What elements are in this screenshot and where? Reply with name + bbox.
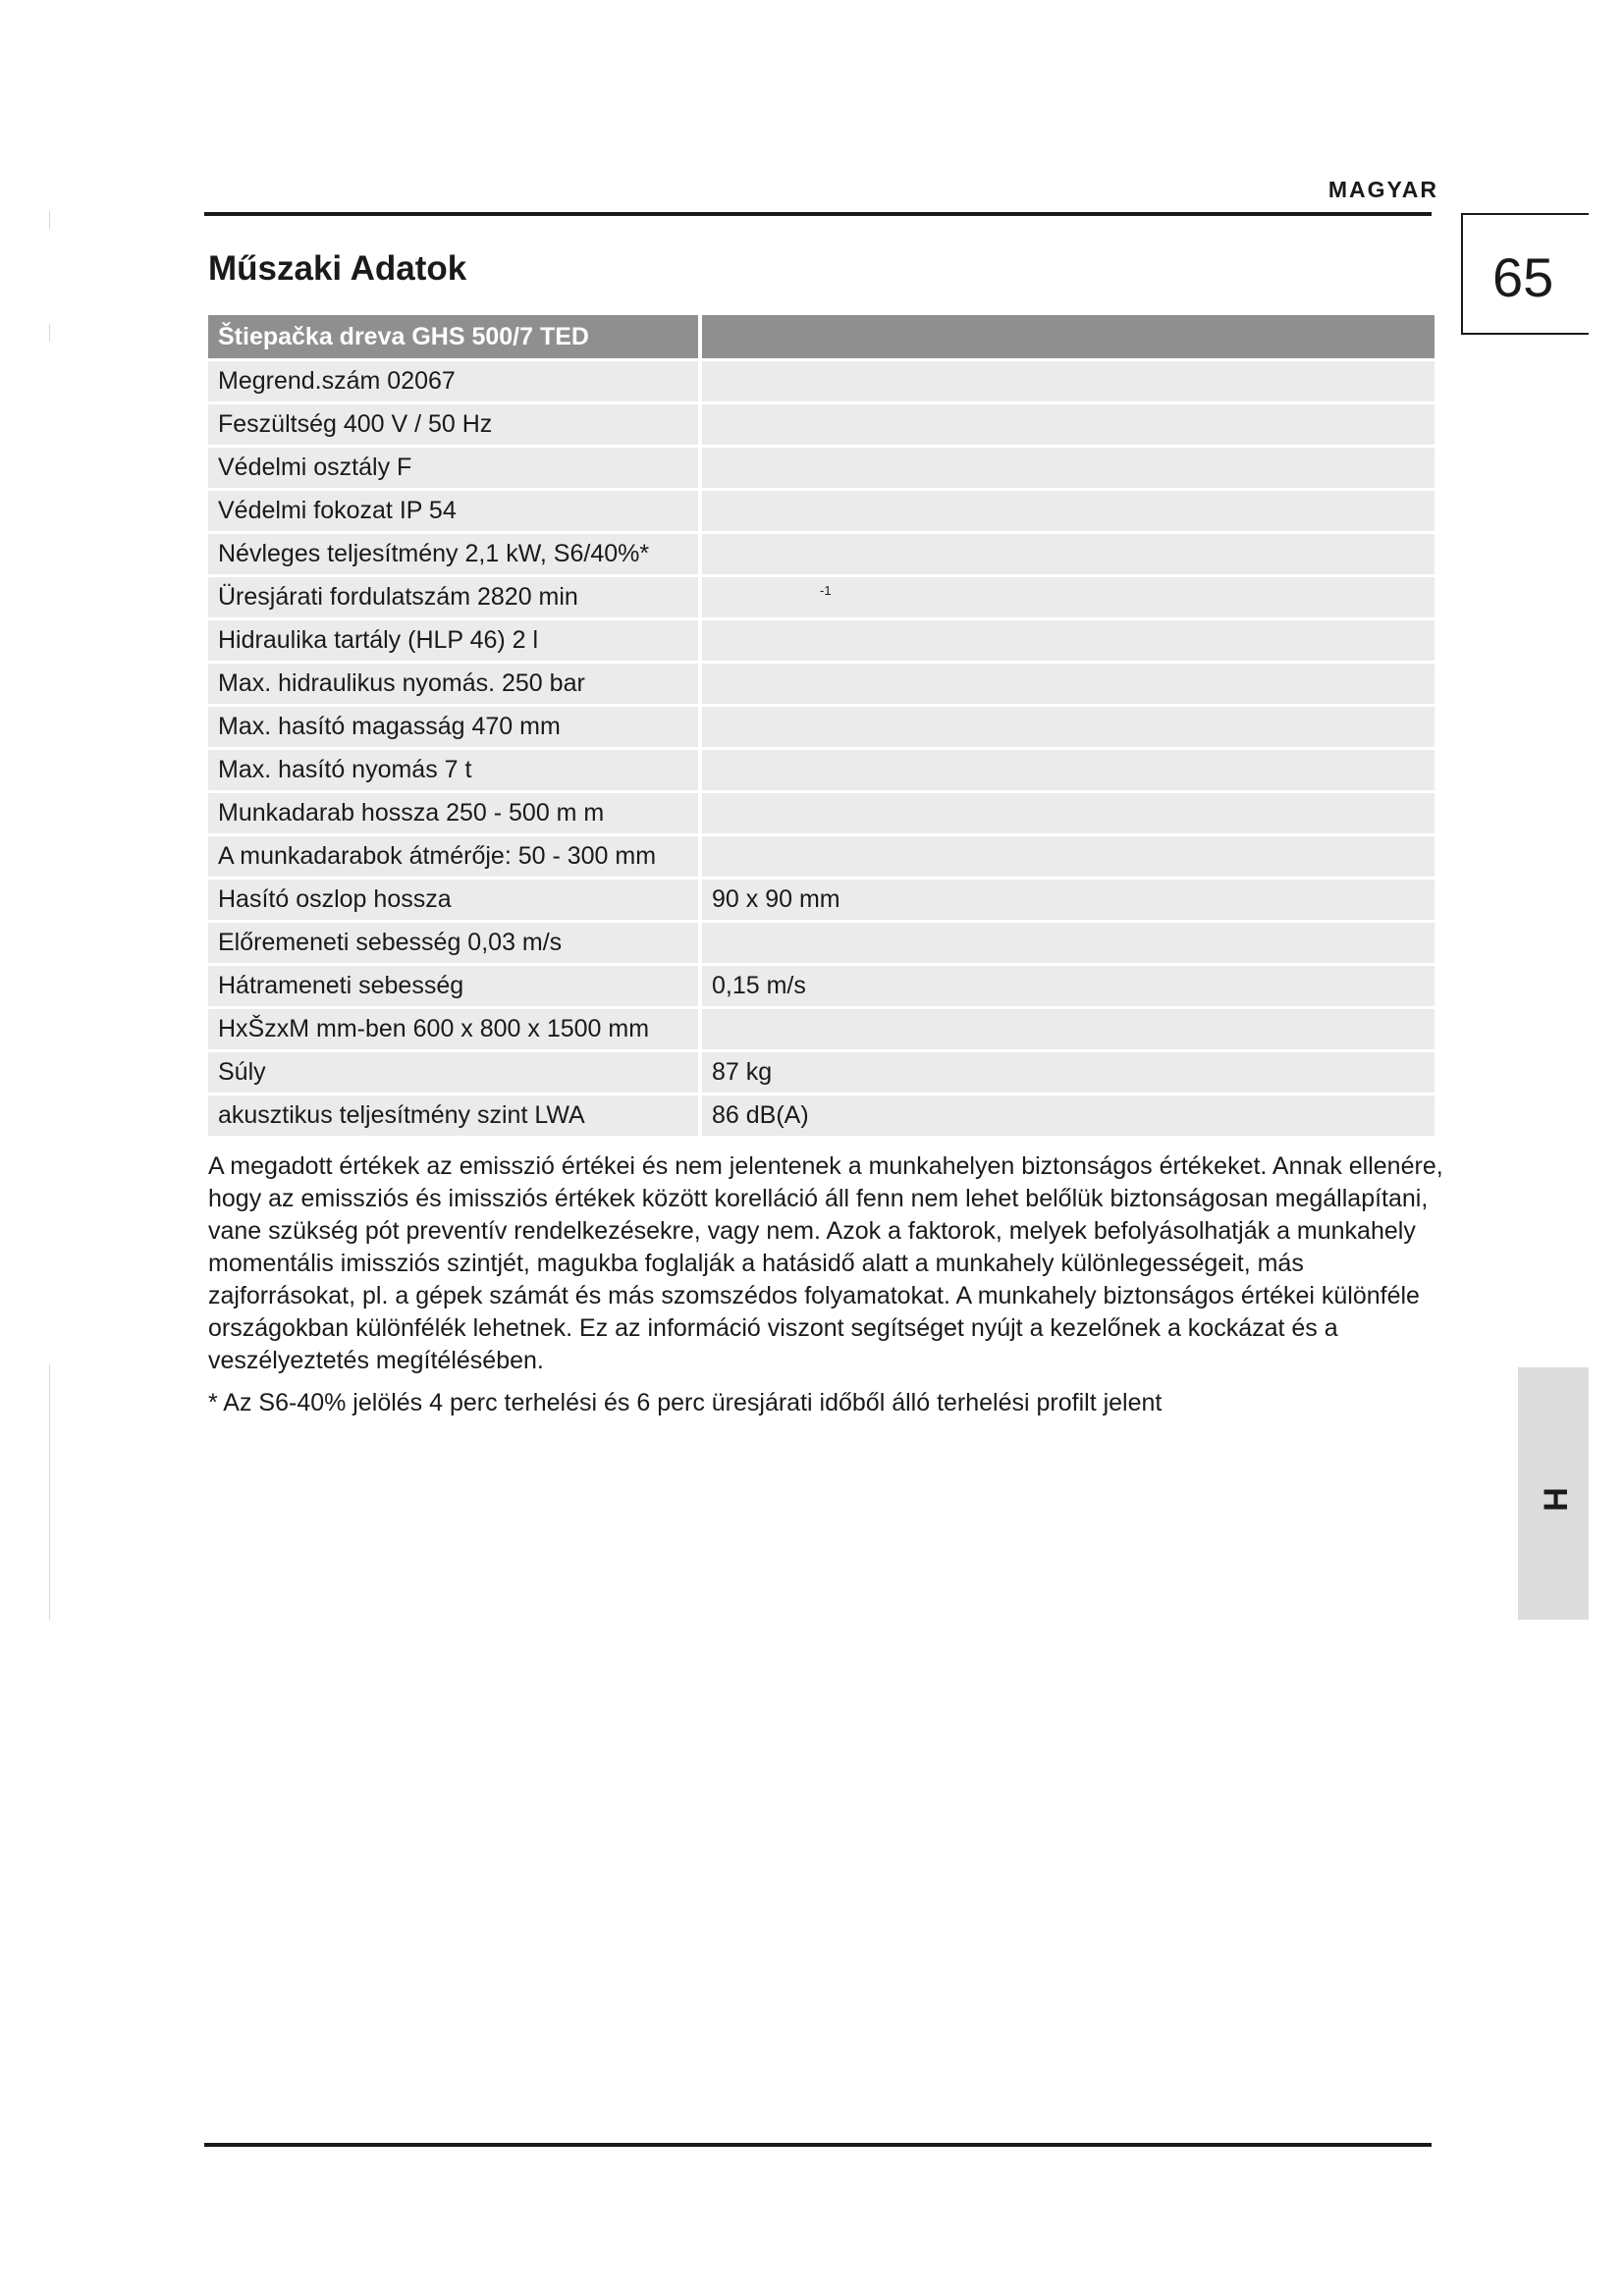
page-number: 65 [1492, 246, 1554, 308]
table-row [208, 793, 1435, 833]
spec-name-cell: A munkadarabok átmérője: 50 - 300 mm [208, 836, 702, 877]
spec-value-cell: 0,15 m/s [702, 966, 1435, 1006]
table-row [208, 836, 1435, 877]
spec-value-cell: 90 x 90 mm [702, 880, 1435, 920]
table-row [208, 620, 1435, 661]
spec-header-name: Štiepačka dreva GHS 500/7 TED [208, 315, 702, 358]
spec-table [208, 312, 1435, 1139]
table-row [208, 707, 1435, 747]
table-row [208, 577, 1435, 617]
spec-value-cell [702, 793, 1435, 833]
spec-name-cell: Névleges teljesítmény 2,1 kW, S6/40%* [208, 534, 702, 574]
bottom-rule [204, 2143, 1432, 2147]
table-row [208, 1052, 1435, 1093]
table-row [208, 491, 1435, 531]
spec-value-cell [702, 577, 1435, 617]
spec-value-cell [702, 448, 1435, 488]
spec-value-cell [702, 923, 1435, 963]
spec-name-cell: Max. hasító nyomás 7 t [208, 750, 702, 790]
spec-value-cell [702, 1009, 1435, 1049]
side-tab-letter: H [1536, 1487, 1574, 1512]
spec-value-cell: 87 kg [702, 1052, 1435, 1093]
page-title: Műszaki Adatok [208, 249, 467, 288]
footnote: * Az S6-40% jelölés 4 perc terhelési és 6 perc üresjárati időből álló terhelési profilt jelent [208, 1389, 1163, 1416]
spec-name-cell: Megrend.szám 02067 [208, 361, 702, 401]
spec-name-cell: Védelmi fokozat IP 54 [208, 491, 702, 531]
spec-value-cell [702, 534, 1435, 574]
spec-name-cell: Hasító oszlop hossza [208, 880, 702, 920]
spec-value-cell [702, 491, 1435, 531]
table-row [208, 664, 1435, 704]
margin-mark [49, 211, 50, 229]
spec-name-cell: Védelmi osztály F [208, 448, 702, 488]
table-row [208, 448, 1435, 488]
emission-note: A megadott értékek az emisszió értékei és nem jelentenek a munkahelyen biztonságos értékeket. Annak ellenére, hogy az emissziós és imissziós értékek között korelláció áll fenn nem lehet belőlük biztonságosan megállapítani, vane szükség pót preventív rendelkezésekre, vagy nem. Azok a faktorok, melyek befolyásolhatják a munkahely momentális imissziós szintjét, magukba foglalják a hatásidő alatt a munkahely különlegességeit, más zajforrásokat, pl. a gépek számát és más szomszédos folyamatokat. A munkahely biztonságos értékei különféle országokban különfélék lehetnek. Ez az információ viszont segítséget nyújt a kezelőnek a kockázat és a veszélyeztetés megítélésében. [208, 1152, 1443, 1374]
spec-name-cell: HxŠzxM mm-ben 600 x 800 x 1500 mm [208, 1009, 702, 1049]
spec-name-cell: Munkadarab hossza 250 - 500 m m [208, 793, 702, 833]
spec-value-cell [702, 664, 1435, 704]
spec-value-cell [702, 361, 1435, 401]
top-rule [204, 212, 1432, 216]
spec-value-cell [702, 750, 1435, 790]
spec-value-cell [702, 836, 1435, 877]
spec-name-cell: Súly [208, 1052, 702, 1093]
spec-name-cell: Előremeneti sebesség 0,03 m/s [208, 923, 702, 963]
spec-table-header [208, 315, 1435, 358]
table-row [208, 750, 1435, 790]
table-row [208, 1095, 1435, 1136]
table-row [208, 880, 1435, 920]
language-label: MAGYAR [1327, 177, 1438, 202]
spec-name-cell: Hidraulika tartály (HLP 46) 2 l [208, 620, 702, 661]
table-row [208, 404, 1435, 445]
superscript-unit: -1 [820, 583, 832, 598]
spec-name-cell: akusztikus teljesítmény szint LWA [208, 1095, 702, 1136]
table-row [208, 361, 1435, 401]
spec-name-cell: Hátrameneti sebesség [208, 966, 702, 1006]
spec-header-value [702, 315, 1435, 358]
table-row [208, 923, 1435, 963]
spec-value-cell: 86 dB(A) [702, 1095, 1435, 1136]
table-row [208, 534, 1435, 574]
margin-mark [49, 324, 50, 342]
spec-value-cell [702, 620, 1435, 661]
table-row [208, 966, 1435, 1006]
spec-value-cell [702, 707, 1435, 747]
spec-name-cell: Max. hidraulikus nyomás. 250 bar [208, 664, 702, 704]
spec-name-cell: Feszültség 400 V / 50 Hz [208, 404, 702, 445]
spec-name-cell: Max. hasító magasság 470 mm [208, 707, 702, 747]
spec-name-cell: Üresjárati fordulatszám 2820 min [208, 577, 702, 617]
margin-mark [49, 1364, 50, 1620]
notes-section [208, 1150, 1445, 1429]
table-row [208, 1009, 1435, 1049]
spec-value-cell [702, 404, 1435, 445]
